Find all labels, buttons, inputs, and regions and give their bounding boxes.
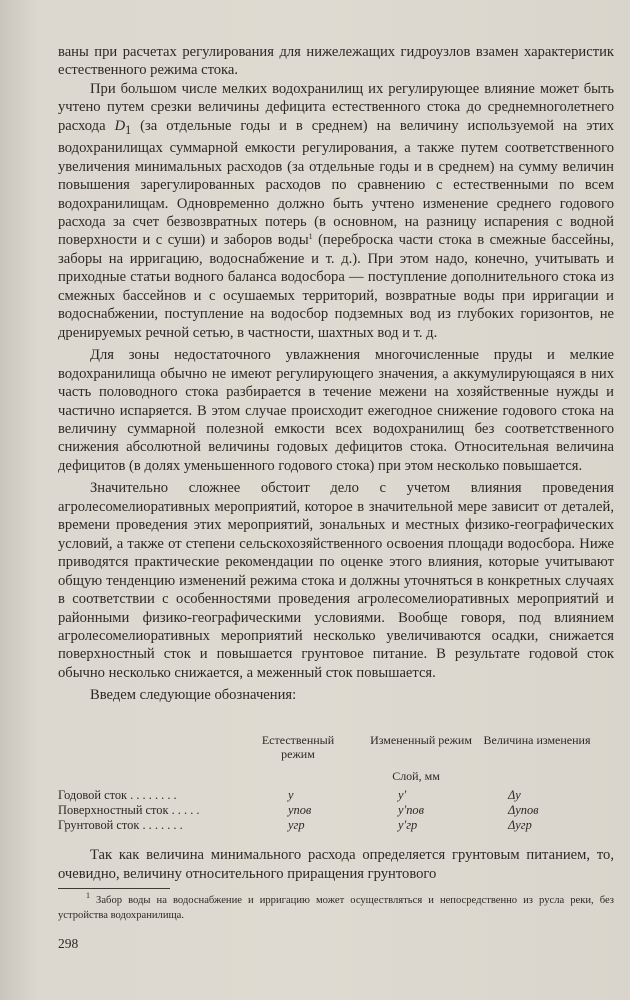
paragraph-reservoirs-part-a: При большом числе мелких водохранилищ их регулирующее влияние может быть учтено путем срезки величины дефицита естественного стока до среднемноголетнего расхода — [58, 80, 614, 134]
cell-delta: Δy — [508, 788, 521, 802]
footnote-mark: 1 — [86, 891, 90, 900]
table-row — [58, 802, 614, 818]
footnote-text: Забор воды на водоснабжение и ирригацию может осуществляться и непосредственно из русла реки, без устройства водохранилища. — [58, 895, 614, 921]
cell-natural: yпов — [288, 803, 312, 817]
header-changed: Измененный режим — [370, 733, 472, 747]
body-text — [58, 43, 614, 705]
paragraph-agro-measures: Значительно сложнее обстоит дело с учетом влияния проведения агролесомелиоративных мероприятий, которое в значительной мере зависит от деталей, времени проведения этих мероприятий, зональных и местных физико-географических условий, а также от степени сельскохозяйственного освоения площади водосбора. Ниже приводятся практические рекомендации по оценке этого влияния, которые учитывают общую тенденцию изменений режима стока и должны уточняться в конкретных случаях в соответствии с особенностями проведения агролесомелиоративных мероприятий и районными физико-географическими условиями. Вообще говоря, под влиянием агролесомелиоративных мероприятий несколько увеличиваются осадки, снижается поверхностный сток и повышается грунтовое питание. В результате годовой сток обычно несколько снижается, а меженный сток повышается. — [58, 480, 614, 681]
cell-delta: Δyпов — [508, 803, 539, 817]
table-unit: Слой, мм — [392, 769, 440, 783]
cell-delta: Δyгр — [508, 818, 532, 832]
cell-changed: y′ — [398, 788, 407, 802]
paragraph-reservoirs-part-c: (переброска части стока в смежные бассейны, заборы на ирригацию, водоснабжение и т. д.). При этом надо, конечно, учитывать и приходные статьи водного баланса водосбора — поступление дополнительного стока из смежных бассейнов и с осушаемых территорий, возвратные воды при ирригации и водоснабжении, поступление на водосбор подземных вод из глубоких горизонтов, не дренируемых речной сетью, в частности, шахтных вод и т. д. — [58, 232, 614, 341]
table-row — [58, 787, 614, 803]
row-label: Годовой сток . . . . . . . . — [58, 788, 177, 802]
paragraph-continuation: ваны при расчетах регулирования для нижележащих гидроузлов взамен характеристик естественного режима стока. — [58, 44, 614, 79]
footnote — [58, 891, 614, 923]
header-natural: Естественный режим — [261, 733, 335, 761]
row-label: Грунтовой сток . . . . . . . — [58, 818, 183, 832]
page-number: 298 — [58, 936, 79, 951]
paragraph-reservoirs — [58, 80, 614, 342]
cell-changed: y′пов — [398, 803, 424, 817]
cell-changed: y′гр — [398, 818, 418, 832]
notation-intro: Введем следующие обозначения: — [90, 687, 297, 704]
cell-natural: y — [288, 788, 294, 802]
cell-natural: yгр — [288, 818, 305, 832]
table-header — [58, 733, 614, 767]
paragraph-tail: Так как величина минимального расхода определяется грунтовым питанием, то, очевидно, величину относительного приращения грунтового — [58, 847, 614, 882]
footnote-divider — [58, 888, 170, 889]
paragraph-dry-zone: Для зоны недостаточного увлажнения многочисленные пруды и мелкие водохранилища обычно не имеют регулирующего значения, а аккумулирующаяся в них часть половодного стока разбирается в течение межени на хозяйственные нужды и частично испаряется. В этом случае происходит ежегодное снижение годового стока на величину суммарной полезной емкости всех водохранилищ без соответственного снижения абсолютной величины годовых дефицитов стока. Относительная величина дефицитов (в долях уменьшенного годового стока) при этом несколько повышается. — [58, 347, 614, 474]
symbol-d: D — [114, 117, 126, 134]
paragraph-reservoirs-part-b: (за отдельные годы и в среднем) на величину используемой на этих водохранилищах суммарной емкости регулирования, а также путем соответственного увеличения минимальных расходов (за отдельные годы и в среднем) на сумму величин повышения зарегулированных расходов по сравнению с естественными по всем водохранилищам. Одновременно должно быть учтено изменение среднего годового расхода за счет безвозвратных потерь (в основном, на разницу испарения с водной поверхности и с суши) и заборов воды — [58, 117, 614, 249]
symbol-d-subscript: 1 — [125, 122, 132, 137]
header-delta: Величина изменения — [483, 733, 591, 747]
table-row — [58, 817, 614, 833]
row-label: Поверхностный сток . . . . . — [58, 803, 200, 817]
footnote-ref: 1 — [308, 232, 313, 242]
